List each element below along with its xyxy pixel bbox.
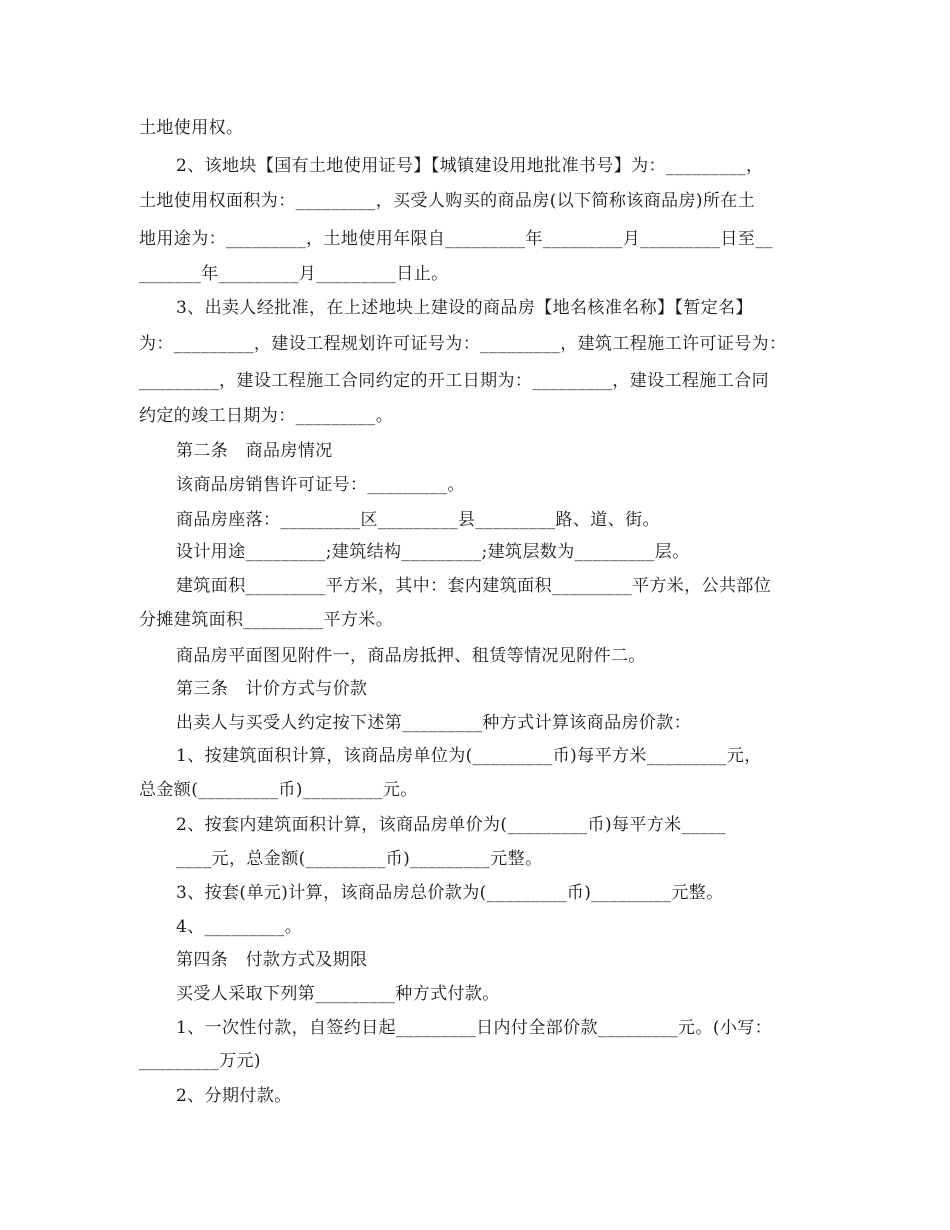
text-line: _______年_________月_________日止。: [139, 264, 449, 284]
text-line: 建筑面积_________平方米，其中：套内建筑面积_________平方米，公共部位: [176, 576, 772, 596]
text-line: 约定的竣工日期为：_________。: [139, 406, 394, 426]
section-heading: 第二条 商品房情况: [176, 441, 333, 461]
text-line: 分摊建筑面积_________平方米。: [139, 610, 394, 630]
text-line: ____元，总金额(_________币)_________元整。: [176, 849, 543, 869]
text-line: 为：_________，建设工程规划许可证号为：_________，建筑工程施工许可证号为：: [139, 334, 787, 354]
text-line: 土地使用权面积为：_________，买受人购买的商品房(以下简称该商品房)所在土: [139, 191, 756, 211]
text-line: _________，建设工程施工合同约定的开工日期为：_________，建设工程施工合同: [139, 371, 769, 391]
text-line: 商品房座落：_________区_________县_________路、道、街。: [176, 510, 660, 530]
text-line: 4、_________。: [176, 917, 303, 937]
text-line: 总金额(_________币)_________元。: [139, 780, 418, 800]
text-line: 设计用途_________;建筑结构_________;建筑层数为_________层。: [176, 542, 690, 562]
text-line: 买受人采取下列第_________种方式付款。: [176, 984, 500, 1004]
text-line: 地用途为：_________，土地使用年限自_________年_________月_________日至__: [139, 229, 773, 249]
text-line: 出卖人与买受人约定按下述第_________种方式计算该商品房价款：: [176, 713, 692, 733]
text-line: 3、出卖人经批准，在上述地块上建设的商品房【地名核准名称】【暂定名】: [176, 298, 753, 318]
text-line: 1、按建筑面积计算，该商品房单位为(_________币)每平方米_________元，: [176, 746, 762, 766]
text-line: 土地使用权。: [139, 118, 244, 138]
text-line: 商品房平面图见附件一，商品房抵押、租赁等情况见附件二。: [176, 646, 646, 666]
text-line: 2、分期付款。: [176, 1086, 292, 1106]
text-line: 2、按套内建筑面积计算，该商品房单价为(_________币)每平方米_____: [176, 815, 727, 835]
section-heading: 第三条 计价方式与价款: [176, 679, 368, 699]
text-line: 该商品房销售许可证号：_________。: [176, 475, 465, 495]
text-line: _________万元): [139, 1051, 261, 1071]
text-line: 3、按套(单元)计算，该商品房总价款为(_________币)_________元整。: [176, 883, 724, 903]
text-line: 2、该地块【国有土地使用证号】【城镇建设用地批准书号】为：_________，: [176, 156, 764, 176]
section-heading: 第四条 付款方式及期限: [176, 950, 368, 970]
text-line: 1、一次性付款，自签约日起_________日内付全部价款_________元。(小写：: [176, 1018, 773, 1038]
